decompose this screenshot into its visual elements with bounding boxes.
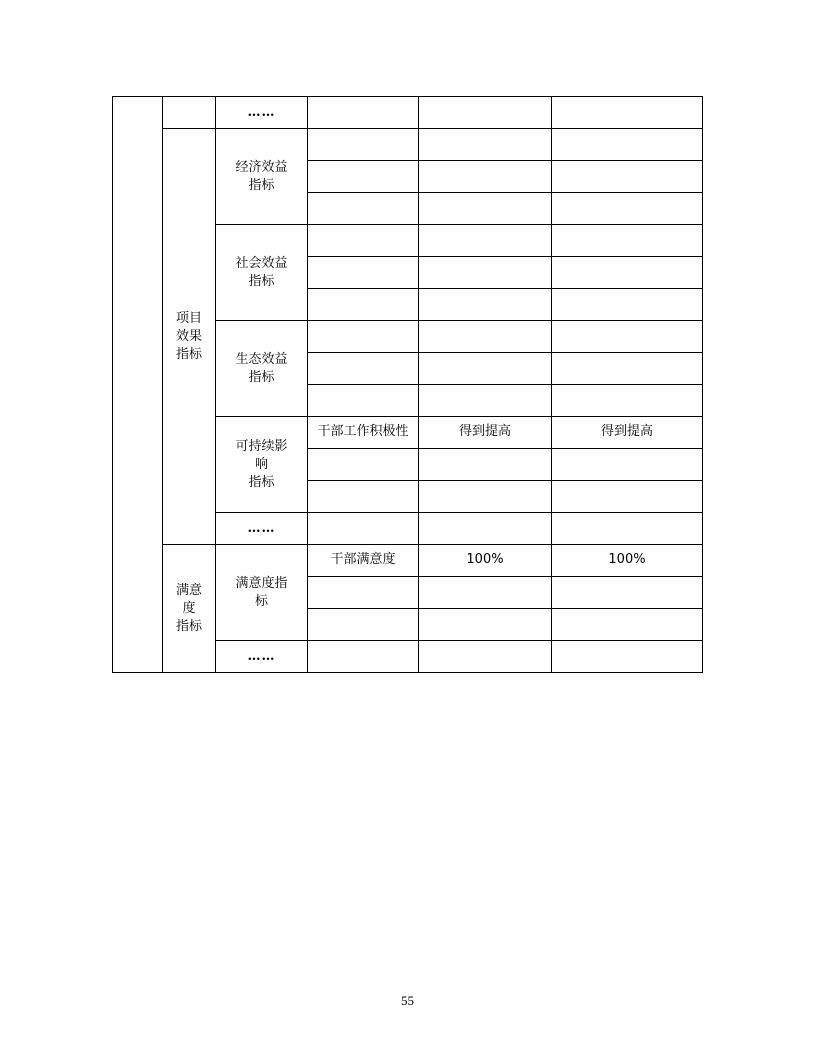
table-row — [113, 545, 703, 577]
target-cell — [419, 129, 552, 161]
ecological-benefit-subcategory: 生态效益 指标 — [216, 321, 308, 417]
satisfaction-subcategory: 满意度指 标 — [216, 545, 308, 641]
category-cell — [163, 97, 216, 129]
target-cell — [419, 97, 552, 129]
performance-indicator-table — [112, 96, 703, 673]
target-cell: 得到提高 — [419, 417, 552, 449]
actual-cell — [552, 97, 703, 129]
ellipsis-cell: …… — [216, 513, 308, 545]
project-effect-category: 项目 效果 指标 — [163, 129, 216, 545]
satisfaction-category: 满意 度 指标 — [163, 545, 216, 673]
table-row — [113, 97, 703, 129]
indicator-cell: 干部满意度 — [308, 545, 419, 577]
actual-cell — [552, 129, 703, 161]
outer-category-cell — [113, 97, 163, 673]
actual-cell: 100% — [552, 545, 703, 577]
social-benefit-subcategory: 社会效益 指标 — [216, 225, 308, 321]
indicator-cell: 干部工作积极性 — [308, 417, 419, 449]
table-row — [113, 129, 703, 161]
page-number: 55 — [401, 993, 414, 1008]
ellipsis-cell: …… — [216, 97, 308, 129]
actual-cell: 得到提高 — [552, 417, 703, 449]
economic-benefit-subcategory: 经济效益 指标 — [216, 129, 308, 225]
target-cell: 100% — [419, 545, 552, 577]
sustainable-impact-subcategory: 可持续影 响 指标 — [216, 417, 308, 513]
ellipsis-cell: …… — [216, 641, 308, 673]
indicator-cell — [308, 129, 419, 161]
indicator-cell — [308, 97, 419, 129]
